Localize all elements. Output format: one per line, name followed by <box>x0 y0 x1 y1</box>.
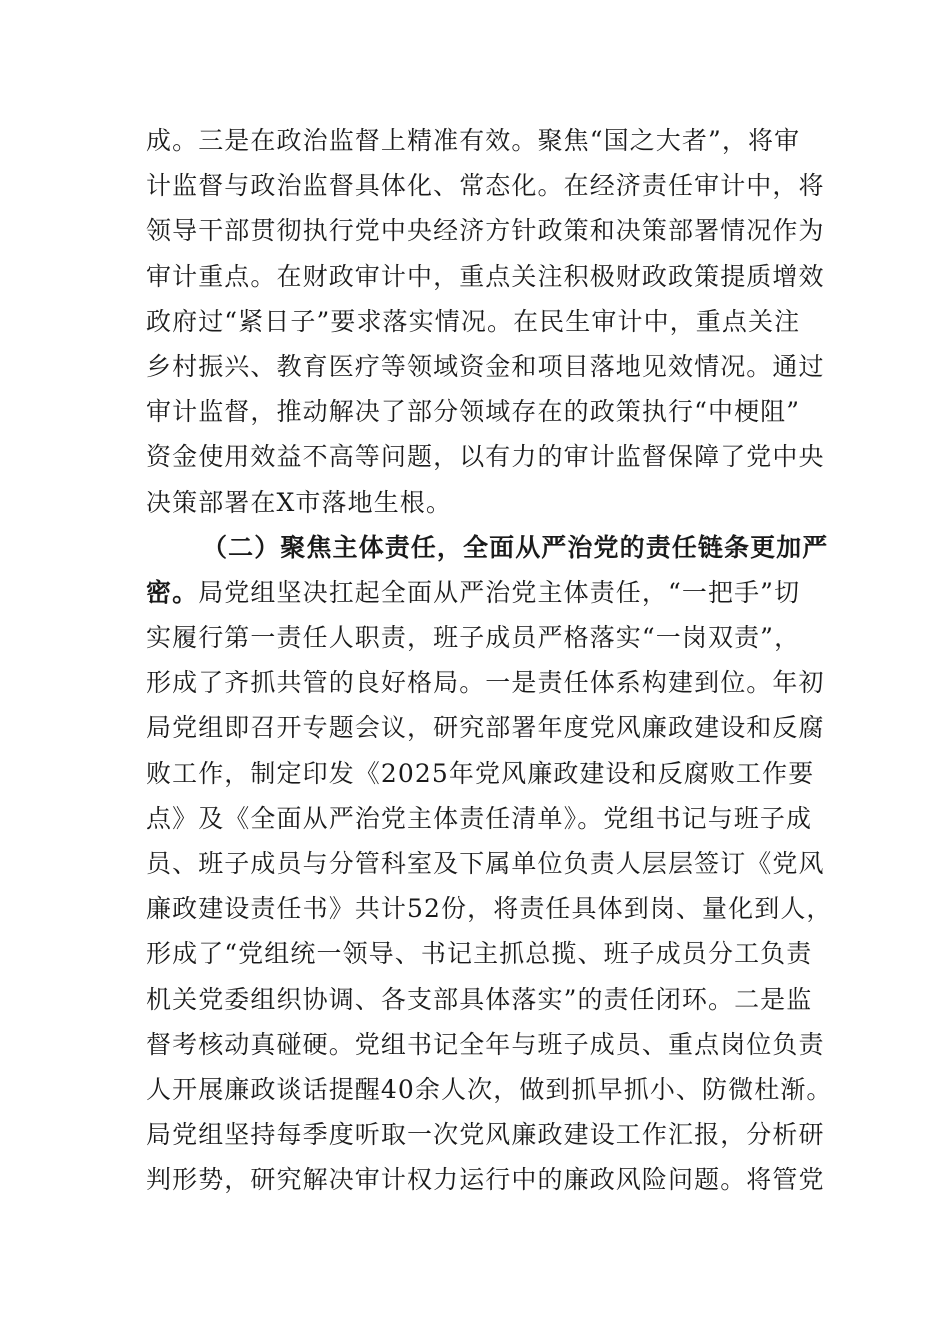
section-text-start: 局党组坚决扛起全面从严治党主体责任，“一把手”切 <box>198 577 801 607</box>
text-line: 乡村振兴、教育医疗等领域资金和项目落地见效情况。通过 <box>146 351 825 381</box>
section-heading: （二）聚焦主体责任，全面从严治党的责任链条更加严 <box>202 532 829 562</box>
text-line: 实履行第一责任人职责，班子成员严格落实“一岗双责”， <box>146 623 801 653</box>
section-heading-continuation-line <box>146 570 826 615</box>
text-line: 廉政建设责任书》共计52份，将责任具体到岗、量化到人， <box>146 894 833 924</box>
text-line: 判形势，研究解决审计权力运行中的廉政风险问题。将管党 <box>146 1165 825 1195</box>
text-line: 计监督与政治监督具体化、常态化。在经济责任审计中，将 <box>146 171 825 201</box>
section-heading-end: 密。 <box>146 577 199 607</box>
text-line: 成。三是在政治监督上精准有效。聚焦“国之大者”，将审 <box>146 126 801 155</box>
text-line: 形成了“党组统一领导、书记主抓总揽、班子成员分工负责 <box>146 939 813 969</box>
text-line: 败工作，制定印发《2025年党风廉政建设和反腐败工作要 <box>146 758 815 788</box>
text-line: 审计监督，推动解决了部分领域存在的政策执行“中梗阻” <box>146 397 801 427</box>
text-line: 机关党委组织协调、各支部具体落实”的责任闭环。二是监 <box>146 984 813 1014</box>
text-line: 督考核动真碰硬。党组书记全年与班子成员、重点岗位负责 <box>146 1029 825 1059</box>
text-line: 局党组即召开专题会议，研究部署年度党风廉政建设和反腐 <box>146 713 825 743</box>
text-line: 形成了齐抓共管的良好格局。一是责任体系构建到位。年初 <box>146 668 825 698</box>
text-line: 审计重点。在财政审计中，重点关注积极财政政策提质增效 <box>146 261 825 291</box>
text-line: 点》及《全面从严治党主体责任清单》。党组书记与班子成 <box>146 803 813 833</box>
body-text <box>146 118 833 1203</box>
text-line: 人开展廉政谈话提醒40余人次，做到抓早抓小、防微杜渐。 <box>146 1074 833 1104</box>
text-line: 决策部署在X市落地生根。 <box>146 487 452 517</box>
text-line: 政府过“紧日子”要求落实情况。在民生审计中，重点关注 <box>146 306 801 336</box>
text-line: 领导干部贯彻执行党中央经济方针政策和决策部署情况作为 <box>146 216 825 246</box>
text-line: 局党组坚持每季度听取一次党风廉政建设工作汇报，分析研 <box>146 1120 825 1150</box>
text-line: 员、班子成员与分管科室及下属单位负责人层层签订《党风 <box>146 849 825 878</box>
text-line: 资金使用效益不高等问题，以有力的审计监督保障了党中央 <box>146 442 825 472</box>
